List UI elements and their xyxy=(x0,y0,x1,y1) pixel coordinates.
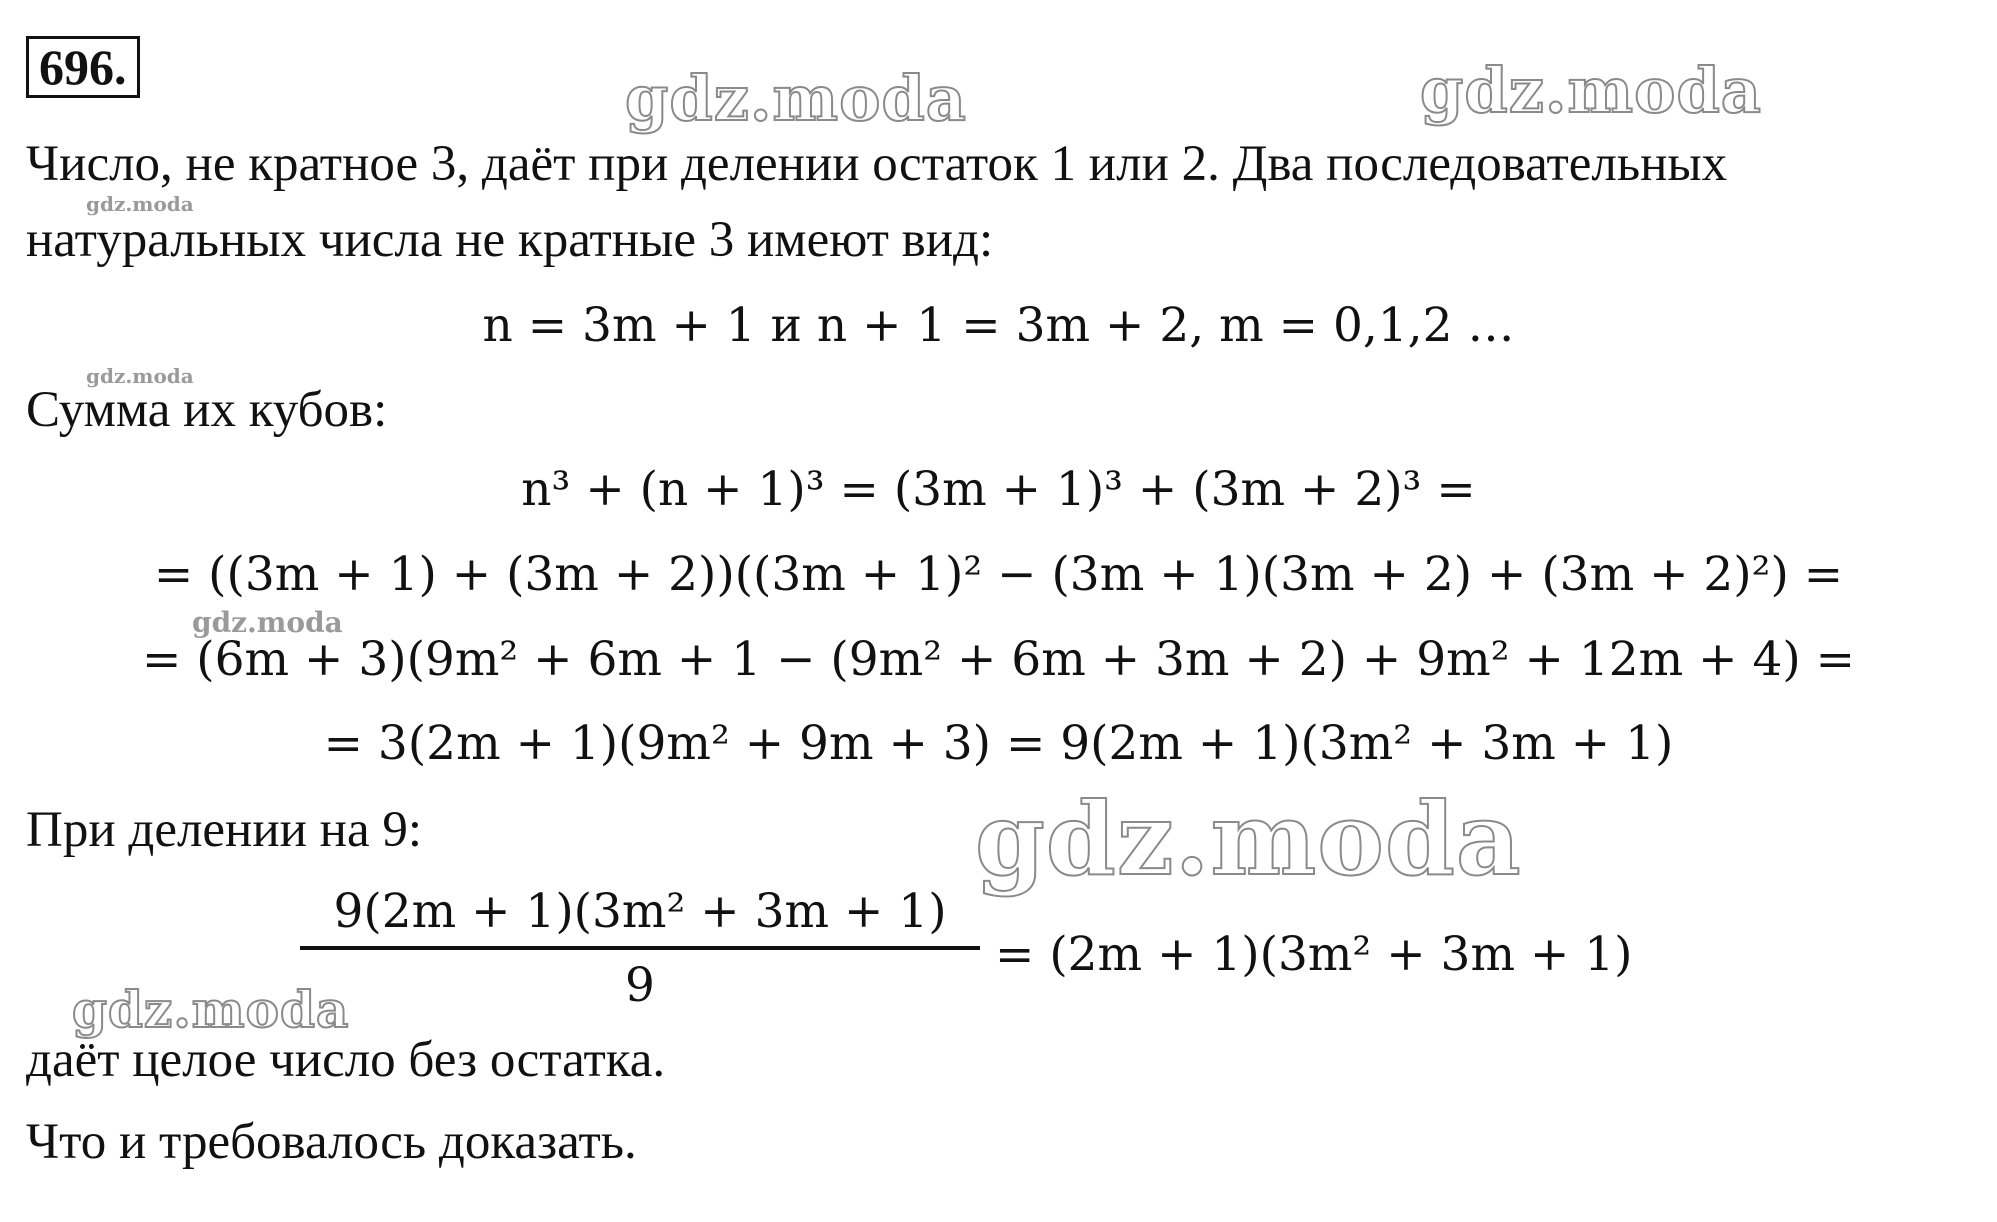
paragraph-divide: При делении на 9: xyxy=(26,802,423,858)
watermark-bottom-left: gdz.moda xyxy=(72,980,350,1039)
watermark-top-right: gdz.moda xyxy=(1420,54,1762,127)
paragraph-conclusion: Что и требовалось доказать. xyxy=(26,1114,637,1170)
paragraph-sum-cubes: Сумма их кубов: xyxy=(26,382,388,438)
equation-line-2: = ((3m + 1) + (3m + 2))((3m + 1)² − (3m + 1)(3m + 2) + (3m + 2)²) = xyxy=(153,547,1844,602)
fraction-numerator: 9(2m + 1)(3m² + 3m + 1) xyxy=(333,884,947,939)
fraction-result: = (2m + 1)(3m² + 3m + 1) xyxy=(995,927,1633,982)
problem-number: 696. xyxy=(26,36,140,98)
fraction xyxy=(300,882,980,1016)
fraction-bar xyxy=(300,946,980,950)
paragraph-form: натуральных числа не кратные 3 имеют вид: xyxy=(26,212,994,268)
fraction-denominator: 9 xyxy=(625,958,655,1013)
watermark-large-center: gdz.moda xyxy=(975,780,1522,898)
equation-line-1: n³ + (n + 1)³ = (3m + 1)³ + (3m + 2)³ = xyxy=(521,462,1476,517)
watermark-small-3: gdz.moda xyxy=(192,606,343,639)
watermark-top-left: gdz.moda xyxy=(625,62,967,135)
paragraph-integer: даёт целое число без остатка. xyxy=(26,1032,666,1088)
watermark-small-2: gdz.moda xyxy=(86,364,194,388)
equation-line-3: = (6m + 3)(9m² + 6m + 1 − (9m² + 6m + 3m + 2) + 9m² + 12m + 4) = xyxy=(141,632,1856,687)
paragraph-intro: Число, не кратное 3, даёт при делении остаток 1 или 2. Два последовательных xyxy=(26,136,1728,192)
watermark-small-1: gdz.moda xyxy=(86,192,194,216)
equation-line-4: = 3(2m + 1)(9m² + 9m + 3) = 9(2m + 1)(3m² + 3m + 1) xyxy=(323,716,1674,771)
equation-form: n = 3m + 1 и n + 1 = 3m + 2, m = 0,1,2 … xyxy=(482,298,1515,353)
